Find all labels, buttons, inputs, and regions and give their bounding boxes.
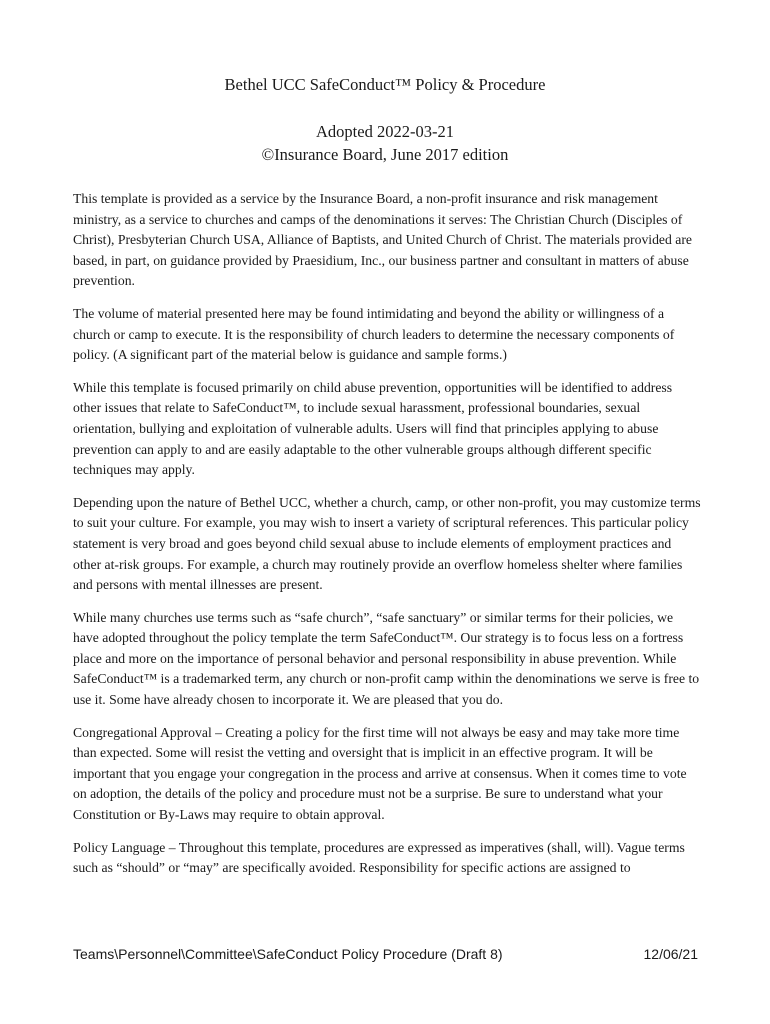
document-title: Bethel UCC SafeConduct™ Policy & Procedure: [224, 75, 546, 94]
footer-date: 12/06/21: [643, 946, 698, 962]
paragraph-focus: While this template is focused primarily on child abuse prevention, opportunities will be identified to address other issues that relate to SafeConduct™, to include sexual harassment, professional boundaries, sexual orientation, bullying and exploitation of vulnerable adults. Users will find that principles applying to abuse prevention can apply to and are easily adaptable to the other vulnerable groups although different specific techniques may apply.: [73, 379, 673, 478]
adopted-date: Adopted 2022-03-21: [316, 122, 454, 141]
paragraph-customize: Depending upon the nature of Bethel UCC, whether a church, camp, or other non-profit, you may customize terms to suit your culture. For example, you may wish to insert a variety of scriptural references. This particular policy statement is very broad and goes beyond child sexual abuse to include elements of employment practices and other at-risk groups. For example, a church may routinely provide an overflow homeless shelter where families and persons with mental illnesses are present.: [73, 494, 701, 593]
document-body: [73, 189, 701, 891]
paragraph-volume: The volume of material presented here may be found intimidating and beyond the ability or willingness of a church or camp to execute. It is the responsibility of church leaders to determine the necessary components of policy. (A significant part of the material below is guidance and sample forms.): [73, 305, 675, 363]
paragraph-terms: While many churches use terms such as “safe church”, “safe sanctuary” or similar terms for their policies, we have adopted throughout the policy template the term SafeConduct™. Our strategy is to focus less on a fortress place and more on the importance of personal behavior and personal responsibility in abuse prevention. While SafeConduct™ is a trademarked term, any church or non-profit camp within the denominations we serve is free to use it. Some have already chosen to incorporate it. We are pleased that you do.: [73, 609, 700, 708]
paragraph-policy-language: Policy Language – Throughout this template, procedures are expressed as imperatives (shall, will). Vague terms such as “should” or “may” are specifically avoided. Responsibility for specific actions are assigned to: [73, 839, 685, 876]
footer-file-path: Teams\Personnel\Committee\SafeConduct Policy Procedure (Draft 8): [73, 946, 503, 962]
paragraph-congregational-approval: Congregational Approval – Creating a policy for the first time will not always be easy and may take more time than expected. Some will resist the vetting and oversight that is implicit in an effective program. It will be important that you engage your congregation in the process and arrive at consensus. When it comes time to vote on adoption, the details of the policy and procedure must not be a surprise. Be sure to understand what your Constitution or By-Laws may require to obtain approval.: [73, 724, 687, 823]
paragraph-intro: This template is provided as a service by the Insurance Board, a non-profit insurance and risk management ministry, as a service to churches and camps of the denominations it serves: The Christian Church (Disciples of Christ), Presbyterian Church USA, Alliance of Baptists, and United Church of Christ. The materials provided are based, in part, on guidance provided by Praesidium, Inc., our business partner and consultant in matters of abuse prevention.: [73, 191, 692, 289]
copyright-line: ©Insurance Board, June 2017 edition: [261, 145, 509, 164]
